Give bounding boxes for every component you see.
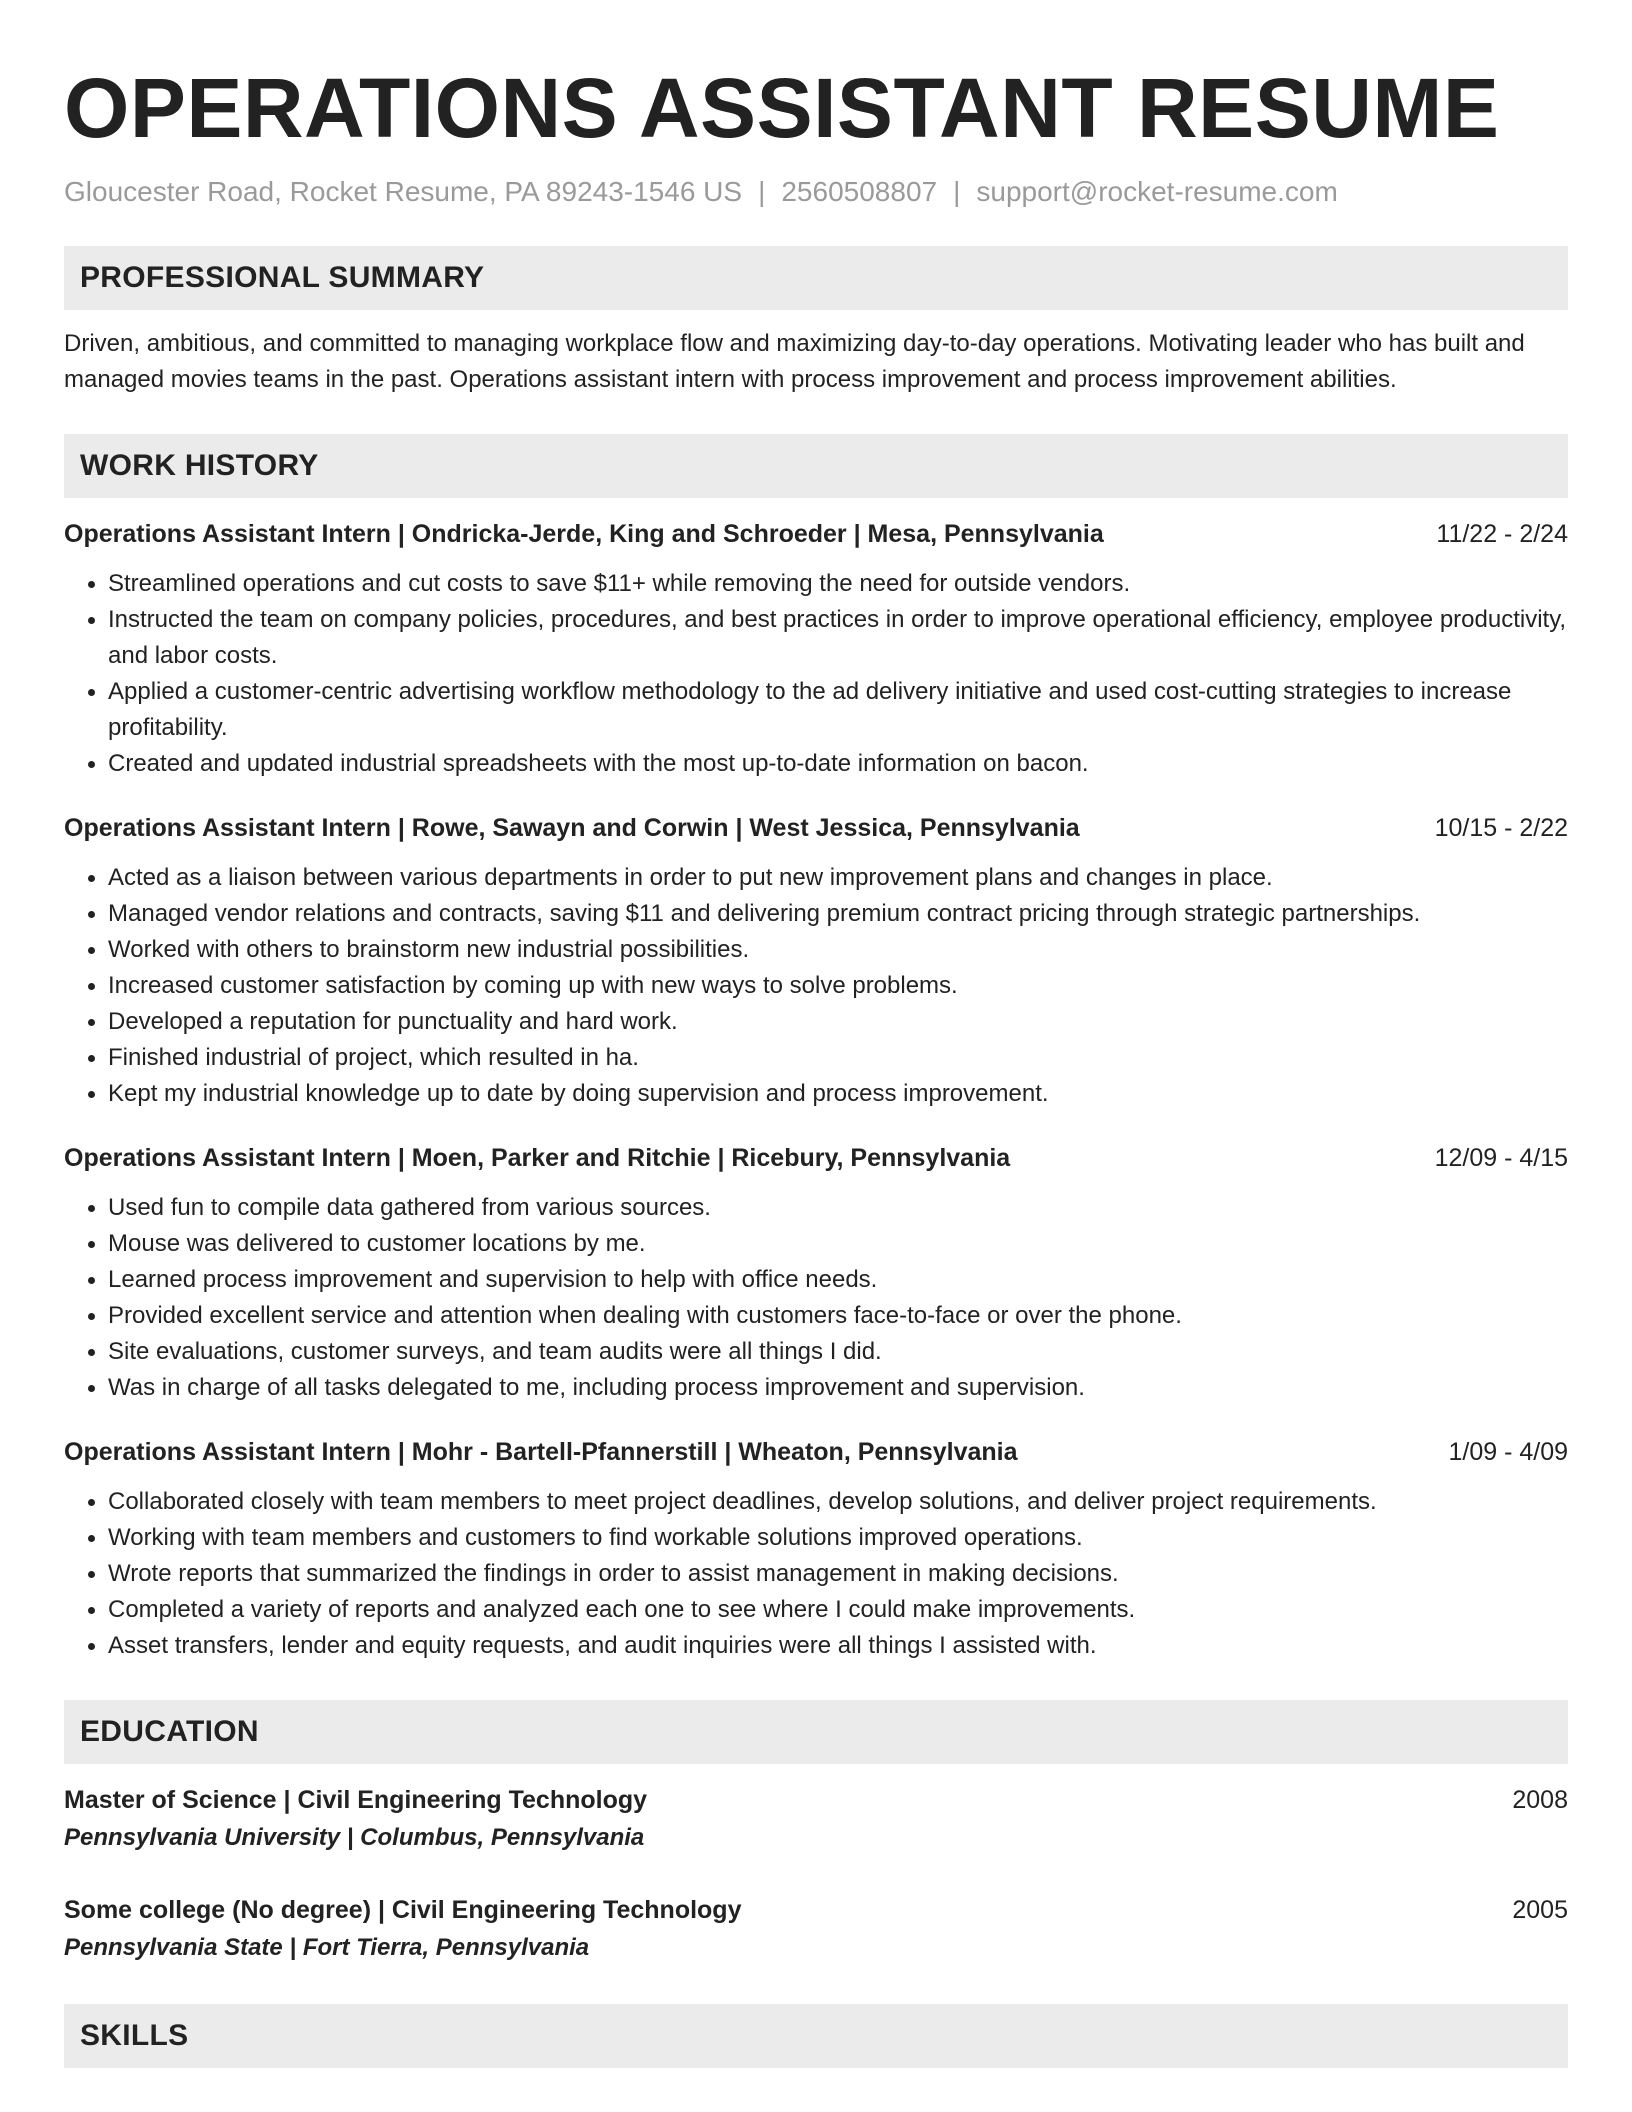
job-header <box>64 516 1568 552</box>
job-bullet: • Applied a customer-centric advertising workflow methodology to the ad delivery initiative and used cost-cutting strategies to increase profitability. <box>108 674 1568 746</box>
job-bullet: • Mouse was delivered to customer locations by me. <box>108 1226 1568 1262</box>
job-bullet: • Completed a variety of reports and analyzed each one to see where I could make improvements. <box>108 1592 1568 1628</box>
section-header-skills <box>64 2004 1568 2068</box>
job-header <box>64 810 1568 846</box>
job-bullet: • Acted as a liaison between various departments in order to put new improvement plans and changes in place. <box>108 860 1568 896</box>
education-header <box>64 1892 1568 1928</box>
job-header <box>64 1434 1568 1470</box>
job-bullet: • Learned process improvement and supervision to help with office needs. <box>108 1262 1568 1298</box>
job-entry <box>64 1140 1568 1406</box>
job-dates: 12/09 - 4/15 <box>1434 1144 1568 1172</box>
education-year: 2008 <box>1512 1786 1568 1814</box>
job-bullet: • Managed vendor relations and contracts, saving $11 and delivering premium contract pricing through strategic partnerships. <box>108 896 1568 932</box>
job-title: Operations Assistant Intern | Mohr - Bartell-Pfannerstill | Wheaton, Pennsylvania <box>64 1438 1018 1466</box>
contact-line <box>64 174 1568 210</box>
job-entry <box>64 810 1568 1112</box>
job-bullet: • Site evaluations, customer surveys, and team audits were all things I did. <box>108 1334 1568 1370</box>
job-bullet: • Provided excellent service and attention when dealing with customers face-to-face or over the phone. <box>108 1298 1568 1334</box>
education-degree: Master of Science | Civil Engineering Technology <box>64 1786 648 1814</box>
summary-text: Driven, ambitious, and committed to managing workplace flow and maximizing day-to-day operations. Motivating leader who has built and managed movies teams in the past. Operations assistant intern with process improvement and process improvement abilities. <box>64 330 1525 393</box>
job-bullet: • Collaborated closely with team members to meet project deadlines, develop solutions, and deliver project requirements. <box>108 1484 1568 1520</box>
education-school: Pennsylvania University | Columbus, Pennsylvania <box>64 1824 645 1851</box>
education-degree: Some college (No degree) | Civil Engineering Technology <box>64 1896 742 1924</box>
job-bullet: • Worked with others to brainstorm new industrial possibilities. <box>108 932 1568 968</box>
resume-title: OPERATIONS ASSISTANT RESUME <box>64 61 1500 155</box>
section-title: WORK HISTORY <box>80 449 319 482</box>
section-title: EDUCATION <box>80 1715 259 1748</box>
job-bullet: • Finished industrial of project, which resulted in ha. <box>108 1040 1568 1076</box>
contact-separator: | <box>758 176 766 207</box>
job-header <box>64 1140 1568 1176</box>
section-header-education <box>64 1700 1568 1764</box>
job-dates: 10/15 - 2/22 <box>1434 814 1568 842</box>
education-entry <box>64 1892 1568 1968</box>
job-dates: 1/09 - 4/09 <box>1448 1438 1568 1466</box>
job-bullet: • Increased customer satisfaction by coming up with new ways to solve problems. <box>108 968 1568 1004</box>
job-bullet: • Streamlined operations and cut costs to save $11+ while removing the need for outside vendors. <box>108 566 1568 602</box>
job-bullet: • Working with team members and customers to find workable solutions improved operations. <box>108 1520 1568 1556</box>
job-bullet: • Created and updated industrial spreadsheets with the most up-to-date information on bacon. <box>108 746 1568 782</box>
education-entry <box>64 1782 1568 1858</box>
education-header <box>64 1782 1568 1818</box>
job-bullets <box>64 1190 1568 1406</box>
job-bullets <box>64 566 1568 782</box>
education-school: Pennsylvania State | Fort Tierra, Pennsylvania <box>64 1934 590 1961</box>
job-bullets <box>64 1484 1568 1664</box>
job-title: Operations Assistant Intern | Rowe, Sawayn and Corwin | West Jessica, Pennsylvania <box>64 814 1080 842</box>
job-bullets <box>64 860 1568 1112</box>
job-bullet: • Instructed the team on company policies, procedures, and best practices in order to improve operational efficiency, employee productivity, and labor costs. <box>108 602 1568 674</box>
job-bullet: • Wrote reports that summarized the findings in order to assist management in making decisions. <box>108 1556 1568 1592</box>
section-title: SKILLS <box>80 2019 189 2052</box>
job-bullet: • Developed a reputation for punctuality and hard work. <box>108 1004 1568 1040</box>
job-entry <box>64 516 1568 782</box>
contact-email: support@rocket-resume.com <box>976 176 1338 207</box>
contact-phone: 2560508807 <box>781 176 938 207</box>
job-bullet: • Was in charge of all tasks delegated to me, including process improvement and supervision. <box>108 1370 1568 1406</box>
job-dates: 11/22 - 2/24 <box>1436 520 1568 548</box>
section-header-work-history <box>64 434 1568 498</box>
job-entry <box>64 1434 1568 1664</box>
job-title: Operations Assistant Intern | Moen, Parker and Ritchie | Ricebury, Pennsylvania <box>64 1144 1011 1172</box>
job-title: Operations Assistant Intern | Ondricka-Jerde, King and Schroeder | Mesa, Pennsylvania <box>64 520 1104 548</box>
education-year: 2005 <box>1512 1896 1568 1924</box>
contact-address: Gloucester Road, Rocket Resume, PA 89243-1546 US <box>64 176 743 207</box>
job-bullet: • Kept my industrial knowledge up to date by doing supervision and process improvement. <box>108 1076 1568 1112</box>
section-header-summary <box>64 246 1568 310</box>
job-bullet: • Asset transfers, lender and equity requests, and audit inquiries were all things I assisted with. <box>108 1628 1568 1664</box>
section-title: PROFESSIONAL SUMMARY <box>80 261 485 294</box>
job-bullet: • Used fun to compile data gathered from various sources. <box>108 1190 1568 1226</box>
contact-separator: | <box>953 176 961 207</box>
